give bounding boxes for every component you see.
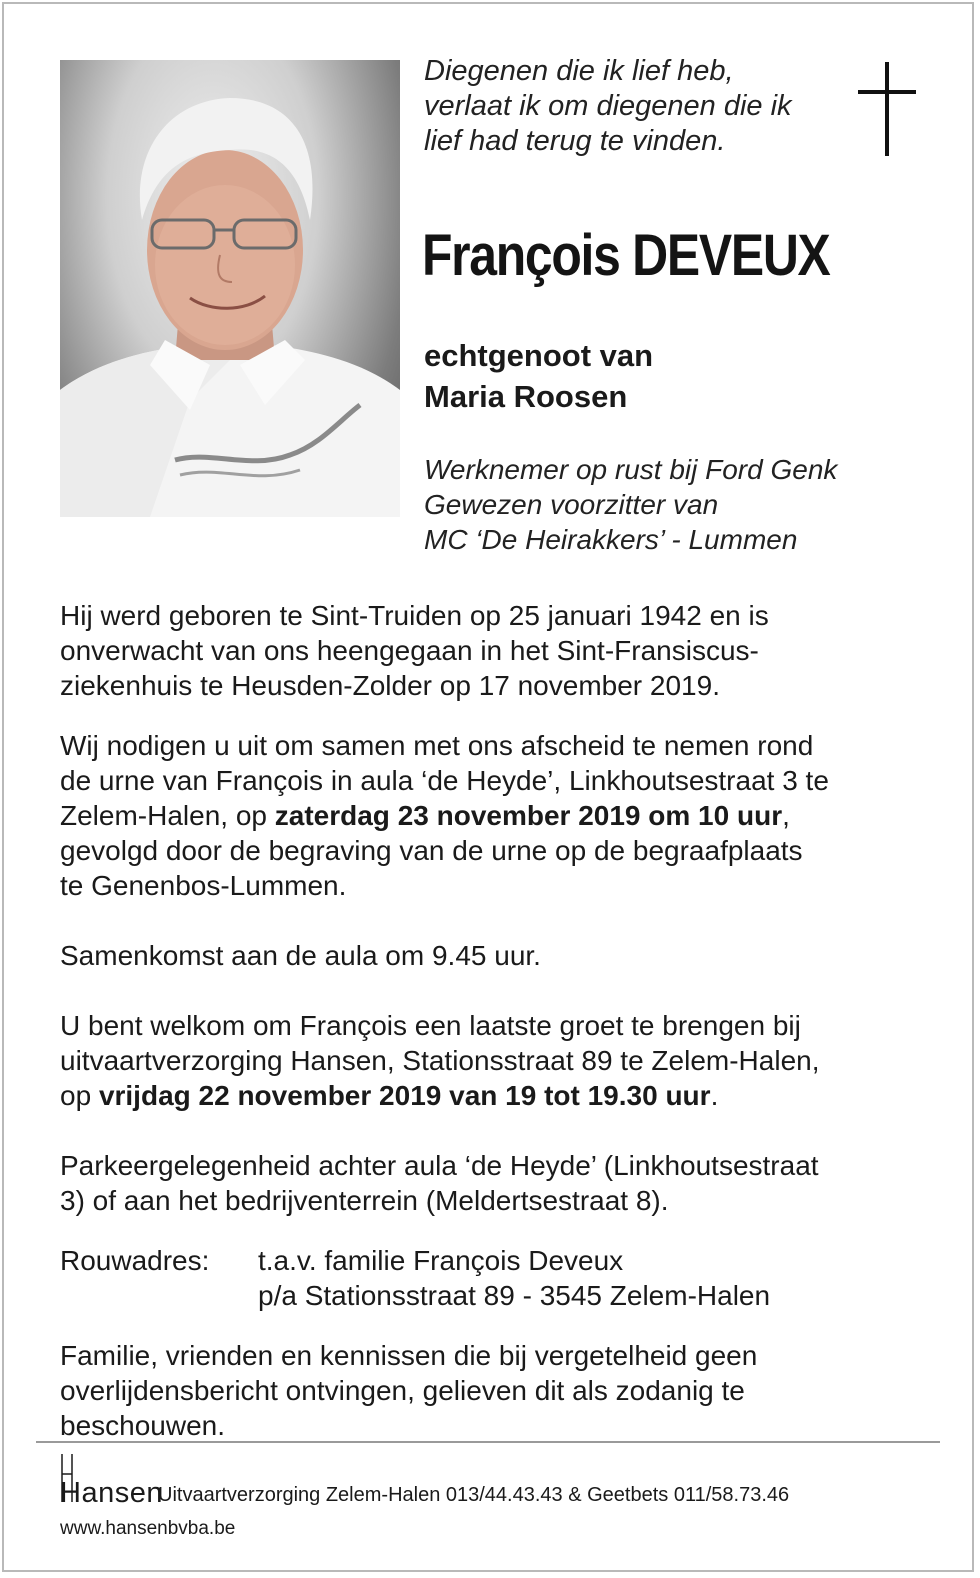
spouse-relation: echtgenoot van — [424, 338, 654, 373]
birth-paragraph — [60, 598, 769, 703]
address-label: Rouwadres: — [60, 1245, 210, 1276]
footer-divider — [36, 1441, 940, 1443]
occupation-line: MC ‘De Heirakkers’ - Lummen — [424, 524, 798, 555]
birth-line: Hij werd geboren te Sint-Truiden op 25 januari 1942 en is — [60, 600, 769, 631]
motto-line: Diegenen die ik lief heb, — [424, 55, 734, 87]
closing-paragraph — [60, 1338, 757, 1443]
ceremony-datetime: zaterdag 23 november 2019 om 10 uur — [274, 800, 783, 831]
address-line: t.a.v. familie François Deveux — [258, 1245, 624, 1276]
ceremony-line: Zelem-Halen, op zaterdag 23 november 2019 om 10 uur, — [60, 800, 790, 831]
occupation-line: Gewezen voorzitter van — [424, 489, 719, 520]
occupation-info — [424, 452, 837, 557]
ceremony-line: te Genenbos-Lummen. — [60, 870, 347, 901]
closing-line: beschouwen. — [60, 1410, 226, 1441]
closing-line: Familie, vrienden en kennissen die bij vergetelheid geen — [60, 1340, 758, 1371]
motto-line: verlaat ik om diegenen die ik — [424, 90, 792, 122]
deceased-name: François DEVEUX — [422, 223, 830, 288]
motto-quote — [424, 54, 792, 159]
portrait-photo — [60, 60, 400, 517]
address-line: p/a Stationsstraat 89 - 3545 Zelem-Halen — [258, 1280, 771, 1311]
birth-line: ziekenhuis te Heusden-Zolder op 17 november 2019. — [60, 670, 720, 701]
visitation-line: uitvaartverzorging Hansen, Stationsstraat 89 te Zelem-Halen, — [60, 1045, 820, 1076]
meeting-paragraph — [60, 938, 541, 973]
birth-line: onverwacht van ons heengegaan in het Sint-Fransiscus- — [60, 635, 759, 666]
parking-line: 3) of aan het bedrijventerrein (Meldertsestraat 8). — [60, 1185, 669, 1216]
parking-line: Parkeergelegenheid achter aula ‘de Heyde’ (Linkhoutsestraat — [60, 1150, 819, 1181]
occupation-line: Werknemer op rust bij Ford Genk — [424, 454, 838, 485]
meeting-line: Samenkomst aan de aula om 9.45 uur. — [60, 940, 541, 971]
parking-paragraph — [60, 1148, 819, 1218]
motto-line: lief had terug te vinden. — [424, 125, 726, 157]
spouse-name: Maria Roosen — [424, 379, 628, 414]
cross-icon — [858, 62, 916, 156]
visitation-datetime: vrijdag 22 november 2019 van 19 tot 19.30 uur — [98, 1080, 711, 1111]
website-link[interactable]: www.hansenbvba.be — [60, 1518, 236, 1539]
ceremony-line: de urne van François in aula ‘de Heyde’, Linkhoutsestraat 3 te — [60, 765, 829, 796]
footer-contact: Uitvaartverzorging Zelem-Halen 013/44.43.43 & Geetbets 011/58.73.46 — [158, 1484, 790, 1506]
visitation-line: op vrijdag 22 november 2019 van 19 tot 19.30 uur. — [60, 1080, 719, 1111]
spouse-info — [424, 335, 653, 417]
ceremony-line: gevolgd door de begraving van de urne op de begraafplaats — [60, 835, 803, 866]
closing-line: overlijdensbericht ontvingen, gelieven dit als zodanig te — [60, 1375, 745, 1406]
visitation-paragraph — [60, 1008, 820, 1113]
ceremony-line: Wij nodigen u uit om samen met ons afscheid te nemen rond — [60, 730, 814, 761]
visitation-line: U bent welkom om François een laatste groet te brengen bij — [60, 1010, 801, 1041]
hansen-logo: Hansen — [60, 1477, 163, 1509]
ceremony-paragraph — [60, 728, 829, 903]
